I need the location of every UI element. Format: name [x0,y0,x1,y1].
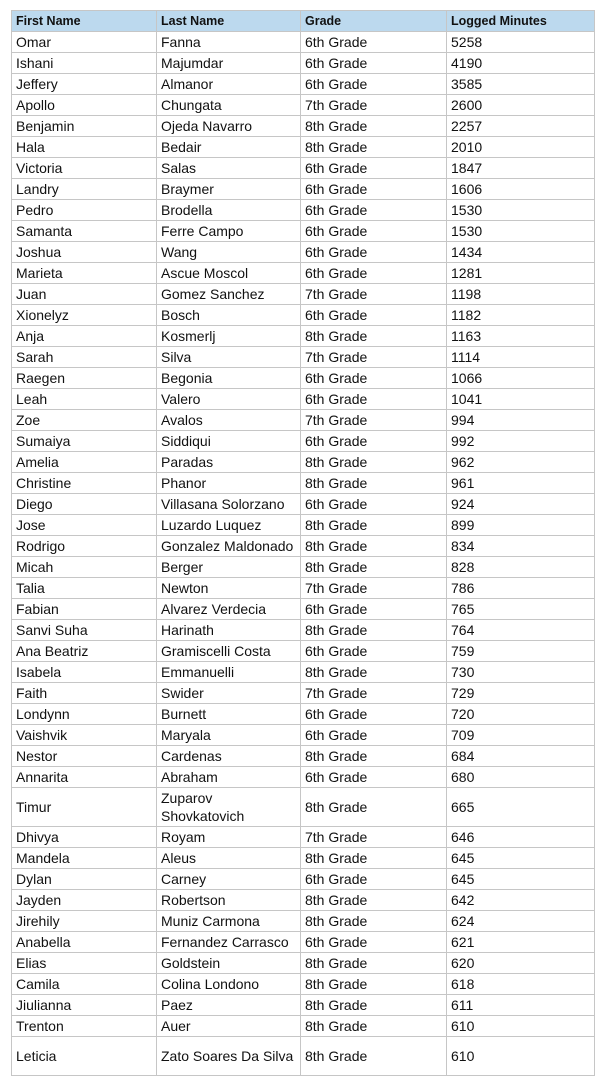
last-name-cell: Carney [157,869,301,890]
first-name-cell: Talia [12,578,157,599]
last-name-cell: Auer [157,1016,301,1037]
last-name-cell: Almanor [157,74,301,95]
last-name-cell: Majumdar [157,53,301,74]
first-name-cell: Raegen [12,368,157,389]
grade-cell: 8th Grade [301,974,447,995]
logged-minutes-cell: 2010 [447,137,595,158]
grade-cell: 8th Grade [301,1037,447,1076]
last-name-cell: Kosmerlj [157,326,301,347]
table-row [12,494,595,515]
last-name-cell: Royam [157,827,301,848]
logged-minutes-cell: 5258 [447,32,595,53]
first-name-cell: Annarita [12,767,157,788]
logged-minutes-cell: 962 [447,452,595,473]
last-name-cell: Burnett [157,704,301,725]
first-name-cell: Vaishvik [12,725,157,746]
grade-cell: 8th Grade [301,515,447,536]
table-row [12,704,595,725]
logged-minutes-cell: 1041 [447,389,595,410]
grade-cell: 6th Grade [301,221,447,242]
table-row [12,995,595,1016]
logged-minutes-cell: 680 [447,767,595,788]
logged-minutes-cell: 1606 [447,179,595,200]
first-name-cell: Fabian [12,599,157,620]
last-name-cell: Maryala [157,725,301,746]
logged-minutes-cell: 2257 [447,116,595,137]
last-name-cell: Ferre Campo [157,221,301,242]
grade-cell: 8th Grade [301,473,447,494]
first-name-cell: Christine [12,473,157,494]
last-name-cell: Chungata [157,95,301,116]
header-logged-minutes: Logged Minutes [447,11,595,32]
grade-cell: 6th Grade [301,263,447,284]
last-name-cell: Gramiscelli Costa [157,641,301,662]
first-name-cell: Sarah [12,347,157,368]
logged-minutes-cell: 834 [447,536,595,557]
first-name-cell: Anja [12,326,157,347]
grade-cell: 6th Grade [301,32,447,53]
logged-minutes-cell: 645 [447,869,595,890]
first-name-cell: Amelia [12,452,157,473]
first-name-cell: Omar [12,32,157,53]
first-name-cell: Elias [12,953,157,974]
grade-cell: 7th Grade [301,95,447,116]
first-name-cell: Isabela [12,662,157,683]
table-row [12,242,595,263]
logged-minutes-cell: 4190 [447,53,595,74]
grade-cell: 8th Grade [301,890,447,911]
last-name-cell: Robertson [157,890,301,911]
table-row [12,641,595,662]
logged-minutes-cell: 610 [447,1016,595,1037]
table-row [12,869,595,890]
last-name-cell: Berger [157,557,301,578]
first-name-cell: Ana Beatriz [12,641,157,662]
grade-cell: 8th Grade [301,953,447,974]
first-name-cell: Jiulianna [12,995,157,1016]
first-name-cell: Apollo [12,95,157,116]
first-name-cell: Londynn [12,704,157,725]
first-name-cell: Timur [12,788,157,827]
last-name-cell: Paradas [157,452,301,473]
logged-minutes-cell: 828 [447,557,595,578]
grade-cell: 8th Grade [301,620,447,641]
last-name-cell: Villasana Solorzano [157,494,301,515]
grade-cell: 8th Grade [301,137,447,158]
last-name-cell: Fernandez Carrasco [157,932,301,953]
grade-cell: 6th Grade [301,74,447,95]
table-row [12,725,595,746]
first-name-cell: Benjamin [12,116,157,137]
table-row [12,95,595,116]
table-row [12,1016,595,1037]
table-row [12,116,595,137]
first-name-cell: Pedro [12,200,157,221]
grade-cell: 8th Grade [301,662,447,683]
logged-minutes-cell: 610 [447,1037,595,1076]
table-row [12,848,595,869]
grade-cell: 6th Grade [301,242,447,263]
logged-minutes-cell: 1434 [447,242,595,263]
grade-cell: 7th Grade [301,578,447,599]
logged-minutes-cell: 1530 [447,221,595,242]
first-name-cell: Samanta [12,221,157,242]
grade-cell: 8th Grade [301,788,447,827]
last-name-cell: Zato Soares Da Silva [157,1037,301,1076]
logged-minutes-cell: 1847 [447,158,595,179]
grade-cell: 6th Grade [301,53,447,74]
logged-minutes-cell: 992 [447,431,595,452]
logged-minutes-cell: 961 [447,473,595,494]
grade-cell: 6th Grade [301,389,447,410]
header-first-name: First Name [12,11,157,32]
last-name-cell: Fanna [157,32,301,53]
table-row [12,557,595,578]
last-name-cell: Cardenas [157,746,301,767]
grade-cell: 6th Grade [301,179,447,200]
logged-minutes-cell: 1066 [447,368,595,389]
logged-minutes-cell: 621 [447,932,595,953]
table-row [12,158,595,179]
logged-minutes-cell: 620 [447,953,595,974]
logged-minutes-cell: 730 [447,662,595,683]
logged-minutes-cell: 1198 [447,284,595,305]
table-row [12,53,595,74]
logged-minutes-cell: 642 [447,890,595,911]
grade-cell: 8th Grade [301,746,447,767]
first-name-cell: Trenton [12,1016,157,1037]
logged-minutes-cell: 786 [447,578,595,599]
last-name-cell: Harinath [157,620,301,641]
data-table-container [11,10,594,1076]
grade-cell: 8th Grade [301,911,447,932]
first-name-cell: Joshua [12,242,157,263]
logged-minutes-cell: 924 [447,494,595,515]
table-row [12,410,595,431]
logged-minutes-cell: 665 [447,788,595,827]
table-row [12,536,595,557]
logged-minutes-cell: 899 [447,515,595,536]
first-name-cell: Dylan [12,869,157,890]
logged-minutes-cell: 611 [447,995,595,1016]
first-name-cell: Leticia [12,1037,157,1076]
first-name-cell: Hala [12,137,157,158]
logged-minutes-table [11,10,595,1076]
header-grade: Grade [301,11,447,32]
grade-cell: 8th Grade [301,536,447,557]
logged-minutes-cell: 709 [447,725,595,746]
first-name-cell: Faith [12,683,157,704]
table-row [12,284,595,305]
last-name-cell: Brodella [157,200,301,221]
grade-cell: 6th Grade [301,932,447,953]
logged-minutes-cell: 645 [447,848,595,869]
grade-cell: 6th Grade [301,200,447,221]
grade-cell: 6th Grade [301,431,447,452]
last-name-cell: Begonia [157,368,301,389]
table-row [12,221,595,242]
grade-cell: 6th Grade [301,599,447,620]
last-name-cell: Salas [157,158,301,179]
logged-minutes-cell: 618 [447,974,595,995]
table-row [12,74,595,95]
logged-minutes-cell: 1530 [447,200,595,221]
last-name-cell: Abraham [157,767,301,788]
grade-cell: 8th Grade [301,326,447,347]
last-name-cell: Braymer [157,179,301,200]
table-row [12,890,595,911]
header-last-name: Last Name [157,11,301,32]
table-row [12,599,595,620]
table-row [12,578,595,599]
first-name-cell: Micah [12,557,157,578]
first-name-cell: Rodrigo [12,536,157,557]
table-row [12,347,595,368]
logged-minutes-cell: 759 [447,641,595,662]
last-name-cell: Emmanuelli [157,662,301,683]
last-name-cell: Luzardo Luquez [157,515,301,536]
logged-minutes-cell: 2600 [447,95,595,116]
logged-minutes-cell: 1163 [447,326,595,347]
first-name-cell: Xionelyz [12,305,157,326]
first-name-cell: Dhivya [12,827,157,848]
grade-cell: 8th Grade [301,848,447,869]
table-row [12,473,595,494]
table-row [12,179,595,200]
logged-minutes-cell: 3585 [447,74,595,95]
table-row [12,953,595,974]
grade-cell: 8th Grade [301,1016,447,1037]
table-row [12,200,595,221]
last-name-cell: Siddiqui [157,431,301,452]
last-name-cell: Gomez Sanchez [157,284,301,305]
first-name-cell: Sumaiya [12,431,157,452]
last-name-cell: Newton [157,578,301,599]
table-body [12,32,595,1076]
table-row [12,827,595,848]
table-row [12,137,595,158]
grade-cell: 8th Grade [301,557,447,578]
logged-minutes-cell: 765 [447,599,595,620]
grade-cell: 8th Grade [301,116,447,137]
table-row [12,911,595,932]
grade-cell: 6th Grade [301,494,447,515]
table-row [12,32,595,53]
last-name-cell: Valero [157,389,301,410]
grade-cell: 6th Grade [301,869,447,890]
last-name-cell: Ojeda Navarro [157,116,301,137]
table-row [12,974,595,995]
last-name-cell: Bosch [157,305,301,326]
first-name-cell: Jirehily [12,911,157,932]
first-name-cell: Sanvi Suha [12,620,157,641]
logged-minutes-cell: 1182 [447,305,595,326]
table-row [12,515,595,536]
table-row [12,389,595,410]
last-name-cell: Swider [157,683,301,704]
grade-cell: 7th Grade [301,827,447,848]
first-name-cell: Ishani [12,53,157,74]
grade-cell: 7th Grade [301,347,447,368]
first-name-cell: Zoe [12,410,157,431]
first-name-cell: Camila [12,974,157,995]
grade-cell: 7th Grade [301,410,447,431]
logged-minutes-cell: 646 [447,827,595,848]
last-name-cell: Ascue Moscol [157,263,301,284]
first-name-cell: Mandela [12,848,157,869]
table-row [12,746,595,767]
grade-cell: 8th Grade [301,995,447,1016]
last-name-cell: Aleus [157,848,301,869]
logged-minutes-cell: 720 [447,704,595,725]
logged-minutes-cell: 994 [447,410,595,431]
grade-cell: 6th Grade [301,158,447,179]
first-name-cell: Jeffery [12,74,157,95]
logged-minutes-cell: 1114 [447,347,595,368]
last-name-cell: Avalos [157,410,301,431]
grade-cell: 6th Grade [301,305,447,326]
first-name-cell: Diego [12,494,157,515]
grade-cell: 6th Grade [301,725,447,746]
grade-cell: 6th Grade [301,368,447,389]
table-row [12,326,595,347]
first-name-cell: Jayden [12,890,157,911]
table-row [12,932,595,953]
last-name-cell: Alvarez Verdecia [157,599,301,620]
grade-cell: 7th Grade [301,284,447,305]
table-row [12,620,595,641]
logged-minutes-cell: 684 [447,746,595,767]
logged-minutes-cell: 1281 [447,263,595,284]
table-row [12,767,595,788]
grade-cell: 6th Grade [301,641,447,662]
first-name-cell: Landry [12,179,157,200]
table-row [12,368,595,389]
table-row [12,305,595,326]
first-name-cell: Juan [12,284,157,305]
last-name-cell: Colina Londono [157,974,301,995]
last-name-cell: Gonzalez Maldonado [157,536,301,557]
last-name-cell: Phanor [157,473,301,494]
table-row [12,683,595,704]
header-row [12,11,595,32]
last-name-cell: Silva [157,347,301,368]
grade-cell: 6th Grade [301,767,447,788]
logged-minutes-cell: 624 [447,911,595,932]
first-name-cell: Nestor [12,746,157,767]
first-name-cell: Marieta [12,263,157,284]
last-name-cell: Wang [157,242,301,263]
last-name-cell: Muniz Carmona [157,911,301,932]
logged-minutes-cell: 764 [447,620,595,641]
table-row [12,431,595,452]
table-row [12,788,595,827]
first-name-cell: Victoria [12,158,157,179]
last-name-cell: Goldstein [157,953,301,974]
logged-minutes-cell: 729 [447,683,595,704]
table-row [12,452,595,473]
first-name-cell: Leah [12,389,157,410]
grade-cell: 8th Grade [301,452,447,473]
last-name-cell: Bedair [157,137,301,158]
table-row [12,263,595,284]
last-name-cell: Zuparov Shovkatovich [157,788,301,827]
first-name-cell: Anabella [12,932,157,953]
grade-cell: 6th Grade [301,704,447,725]
first-name-cell: Jose [12,515,157,536]
grade-cell: 7th Grade [301,683,447,704]
table-row [12,662,595,683]
table-row [12,1037,595,1076]
last-name-cell: Paez [157,995,301,1016]
